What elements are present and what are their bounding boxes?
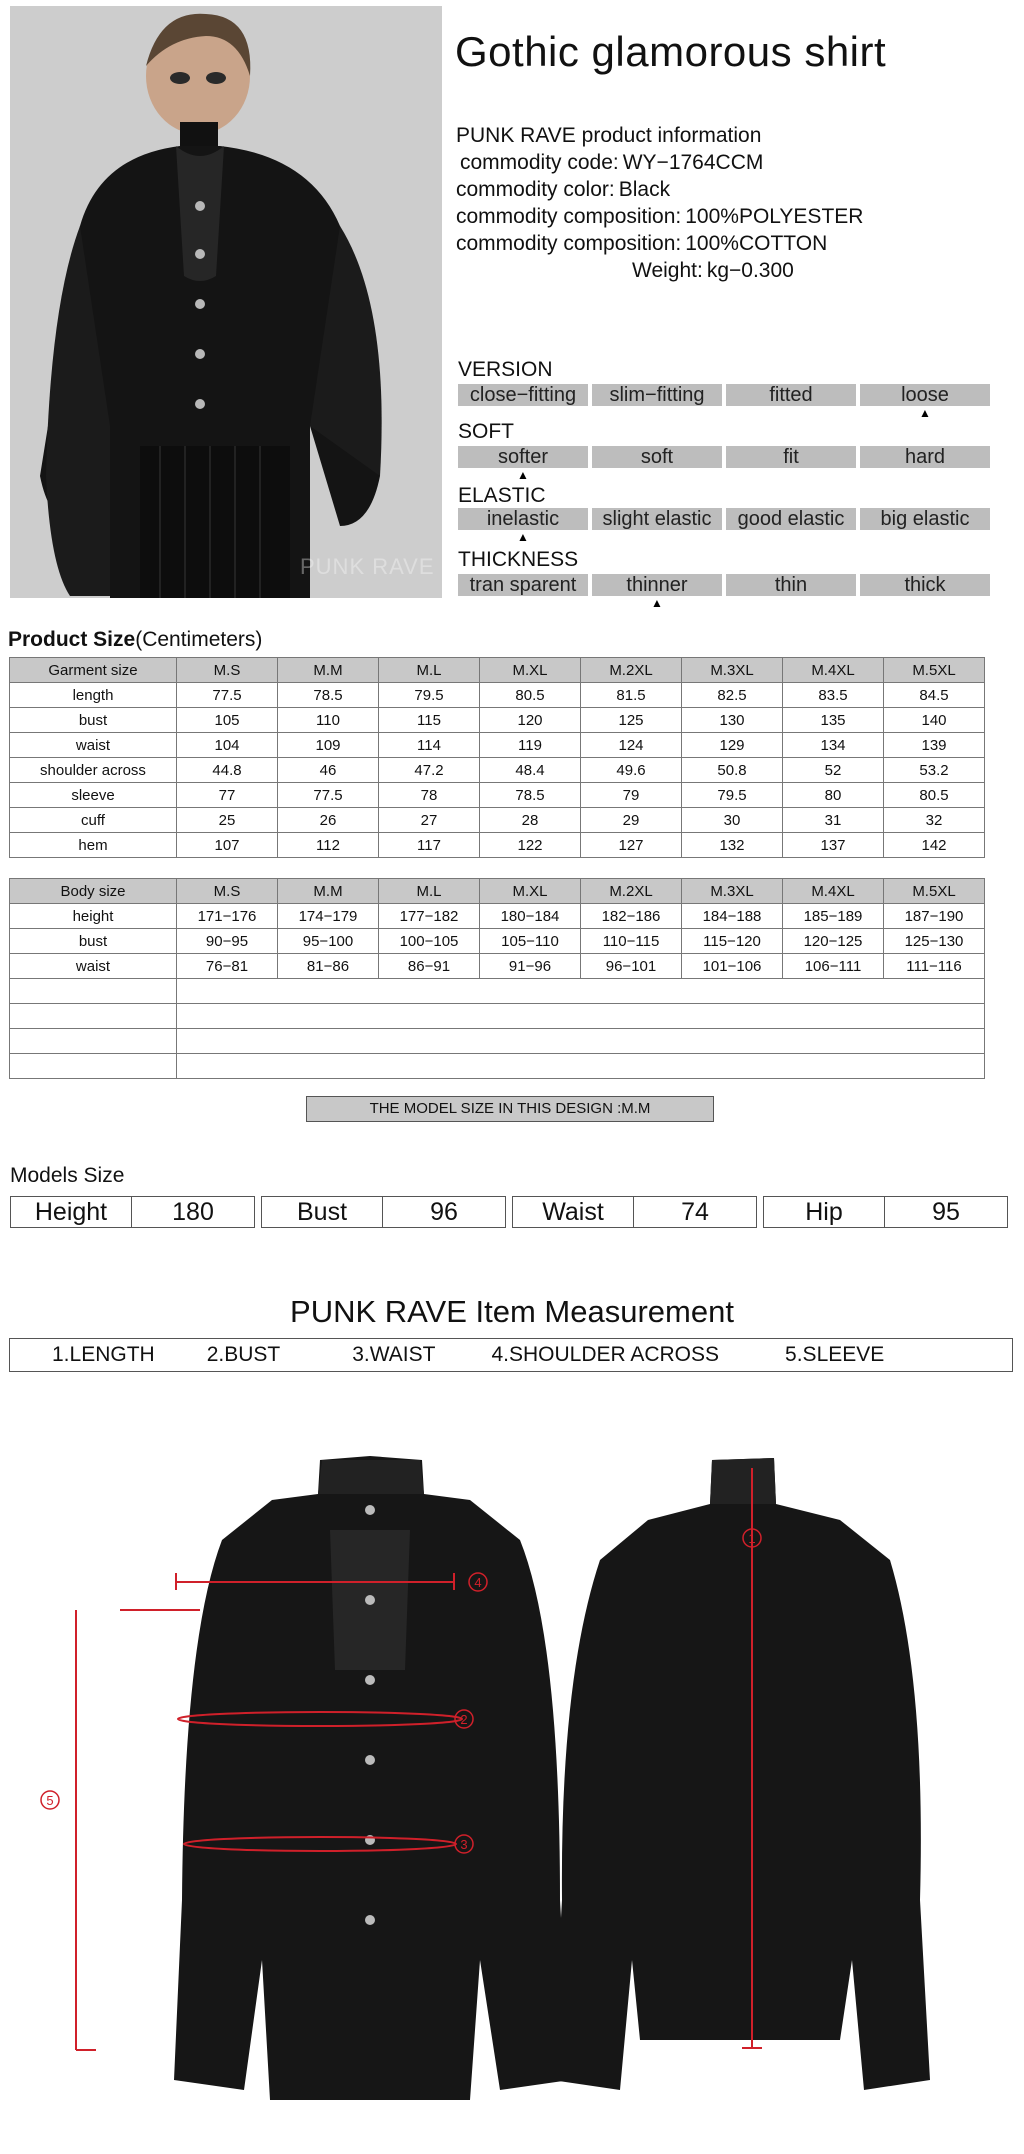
table-row <box>10 808 985 833</box>
empty-cell <box>10 1054 177 1079</box>
row-label: sleeve <box>10 783 177 808</box>
table-cell: 79.5 <box>379 683 480 708</box>
empty-cell <box>177 979 985 1004</box>
elastic-option-selected <box>458 508 588 544</box>
measure-waist: 3.WAIST <box>352 1343 436 1366</box>
table-cell: 104 <box>177 733 278 758</box>
marker-number: 5 <box>46 1793 54 1808</box>
table-cell: 132 <box>682 833 783 858</box>
table-row <box>10 783 985 808</box>
table-cell: 82.5 <box>682 683 783 708</box>
table-cell: 101−106 <box>682 954 783 979</box>
empty-cell <box>10 1004 177 1029</box>
table-cell: 182−186 <box>581 904 682 929</box>
table-cell: 80.5 <box>480 683 581 708</box>
table-cell: 29 <box>581 808 682 833</box>
table-cell: 77.5 <box>278 783 379 808</box>
model-stat-bust <box>261 1196 506 1228</box>
table-cell: 96−101 <box>581 954 682 979</box>
row-label: waist <box>10 733 177 758</box>
weight-label: Weight: <box>632 259 703 282</box>
table-cell: 32 <box>884 808 985 833</box>
table-cell: 78.5 <box>480 783 581 808</box>
model-stat-hip <box>763 1196 1008 1228</box>
soft-label: SOFT <box>458 420 514 443</box>
option-text: thick <box>904 574 946 596</box>
table-cell: 124 <box>581 733 682 758</box>
thickness-option <box>458 574 588 596</box>
soft-option <box>860 446 990 468</box>
table-cell: 79 <box>581 783 682 808</box>
table-cell: 114 <box>379 733 480 758</box>
table-cell: 90−95 <box>177 929 278 954</box>
composition-label: commodity composition: <box>456 205 682 228</box>
header-cell: M.L <box>379 879 480 904</box>
option-text: fit <box>783 446 799 468</box>
selected-marker-icon: ▲ <box>919 406 931 420</box>
version-option <box>726 384 856 406</box>
table-cell: 110 <box>278 708 379 733</box>
table-cell: 112 <box>278 833 379 858</box>
elastic-option <box>592 508 722 530</box>
selected-marker-icon: ▲ <box>517 530 529 544</box>
row-label: waist <box>10 954 177 979</box>
table-cell: 174−179 <box>278 904 379 929</box>
table-cell: 26 <box>278 808 379 833</box>
header-cell: M.L <box>379 658 480 683</box>
version-option <box>458 384 588 406</box>
table-cell: 120−125 <box>783 929 884 954</box>
color-row <box>456 176 863 203</box>
empty-cell <box>10 1029 177 1054</box>
table-cell: 77 <box>177 783 278 808</box>
table-cell: 52 <box>783 758 884 783</box>
front-shirt-illustration <box>174 1456 570 2100</box>
stat-value: 180 <box>172 1198 214 1226</box>
table-cell: 142 <box>884 833 985 858</box>
header-cell: M.4XL <box>783 658 884 683</box>
empty-row <box>10 979 985 1004</box>
table-cell: 134 <box>783 733 884 758</box>
table-cell: 122 <box>480 833 581 858</box>
row-label: bust <box>10 929 177 954</box>
model-photo-illustration <box>10 6 442 598</box>
table-cell: 177−182 <box>379 904 480 929</box>
marker-number: 2 <box>460 1712 468 1727</box>
thickness-option-selected <box>592 574 722 610</box>
table-cell: 110−115 <box>581 929 682 954</box>
version-option-selected <box>860 384 990 420</box>
table-cell: 130 <box>682 708 783 733</box>
table-cell: 47.2 <box>379 758 480 783</box>
option-text: thinner <box>626 574 688 596</box>
table-row <box>10 683 985 708</box>
shirt-diagram <box>0 1440 1024 2140</box>
product-size-title <box>8 628 262 652</box>
elastic-label: ELASTIC <box>458 484 546 507</box>
brand-line: PUNK RAVE product information <box>456 124 762 147</box>
table-row <box>10 708 985 733</box>
table-cell: 78.5 <box>278 683 379 708</box>
table-cell: 77.5 <box>177 683 278 708</box>
table-cell: 28 <box>480 808 581 833</box>
option-text: loose <box>901 384 949 406</box>
table-cell: 83.5 <box>783 683 884 708</box>
table-cell: 185−189 <box>783 904 884 929</box>
table-cell: 135 <box>783 708 884 733</box>
table-cell: 95−100 <box>278 929 379 954</box>
table-cell: 79.5 <box>682 783 783 808</box>
row-label: hem <box>10 833 177 858</box>
table-cell: 115−120 <box>682 929 783 954</box>
table-cell: 125 <box>581 708 682 733</box>
elastic-option <box>726 508 856 530</box>
table-cell: 25 <box>177 808 278 833</box>
section-title-text: Product Size <box>8 628 136 651</box>
option-text: thin <box>774 574 808 596</box>
measure-sleeve: 5.SLEEVE <box>785 1343 885 1366</box>
stat-value: 74 <box>681 1198 709 1226</box>
table-cell: 48.4 <box>480 758 581 783</box>
table-cell: 30 <box>682 808 783 833</box>
table-cell: 106−111 <box>783 954 884 979</box>
marker-number: 4 <box>474 1575 482 1590</box>
header-cell: Body size <box>10 879 177 904</box>
table-cell: 53.2 <box>884 758 985 783</box>
stat-value: 96 <box>430 1198 458 1226</box>
table-cell: 137 <box>783 833 884 858</box>
option-text: hard <box>904 446 946 468</box>
empty-row <box>10 1029 985 1054</box>
table-cell: 27 <box>379 808 480 833</box>
header-cell: M.S <box>177 658 278 683</box>
option-text: slight elastic <box>602 508 712 530</box>
table-cell: 119 <box>480 733 581 758</box>
selected-marker-icon: ▲ <box>651 596 663 610</box>
measurement-title: PUNK RAVE Item Measurement <box>290 1294 734 1329</box>
table-cell: 139 <box>884 733 985 758</box>
table-cell: 50.8 <box>682 758 783 783</box>
row-label: shoulder across <box>10 758 177 783</box>
table-cell: 100−105 <box>379 929 480 954</box>
marker-number: 3 <box>460 1837 468 1852</box>
measure-bust: 2.BUST <box>206 1343 281 1366</box>
option-text: softer <box>497 446 549 468</box>
version-option <box>592 384 722 406</box>
composition-row-1 <box>456 203 863 230</box>
header-cell: M.3XL <box>682 879 783 904</box>
table-cell: 127 <box>581 833 682 858</box>
header-cell: M.4XL <box>783 879 884 904</box>
header-cell: M.XL <box>480 879 581 904</box>
table-cell: 91−96 <box>480 954 581 979</box>
header-cell: M.2XL <box>581 879 682 904</box>
empty-row <box>10 1004 985 1029</box>
table-cell: 140 <box>884 708 985 733</box>
unit-text: (Centimeters) <box>135 628 263 651</box>
table-cell: 180−184 <box>480 904 581 929</box>
empty-cell <box>177 1004 985 1029</box>
table-cell: 109 <box>278 733 379 758</box>
marker-number: 1 <box>748 1531 756 1546</box>
header-cell: M.3XL <box>682 658 783 683</box>
table-cell: 86−91 <box>379 954 480 979</box>
measure-shoulder: 4.SHOULDER ACROSS <box>491 1343 720 1366</box>
option-text: close−fitting <box>469 384 577 406</box>
models-size-row <box>10 1196 1008 1228</box>
product-title: Gothic glamorous shirt <box>455 28 887 75</box>
body-size-table <box>9 878 985 1079</box>
soft-option <box>726 446 856 468</box>
empty-cell <box>10 979 177 1004</box>
stat-key: Bust <box>262 1197 383 1227</box>
version-label: VERSION <box>458 358 553 381</box>
table-row <box>10 733 985 758</box>
soft-option <box>592 446 722 468</box>
table-cell: 80.5 <box>884 783 985 808</box>
measure-length: 1.LENGTH <box>52 1343 155 1366</box>
thickness-option <box>726 574 856 596</box>
header-cell: M.M <box>278 879 379 904</box>
header-cell: M.2XL <box>581 658 682 683</box>
table-cell: 81−86 <box>278 954 379 979</box>
measurement-diagram <box>0 1440 1024 2140</box>
composition-value: 100%COTTON <box>685 232 828 255</box>
body_table-header-row <box>10 879 985 904</box>
table-row <box>10 904 985 929</box>
composition-value: 100%POLYESTER <box>685 205 864 228</box>
selected-marker-icon: ▲ <box>517 468 529 482</box>
header-cell: M.M <box>278 658 379 683</box>
thickness-label: THICKNESS <box>458 548 579 571</box>
elastic-scale <box>458 508 990 544</box>
header-cell: M.S <box>177 879 278 904</box>
stat-value: 95 <box>932 1198 960 1226</box>
back-shirt-illustration <box>552 1458 930 2090</box>
table-cell: 120 <box>480 708 581 733</box>
table-cell: 129 <box>682 733 783 758</box>
option-text: fitted <box>769 384 813 406</box>
table-cell: 44.8 <box>177 758 278 783</box>
elastic-option <box>860 508 990 530</box>
soft-scale <box>458 446 990 482</box>
composition-row-2 <box>456 230 863 257</box>
empty-row <box>10 1054 985 1079</box>
code-label: commodity code: <box>460 151 619 174</box>
code-value: WY−1764CCM <box>622 151 764 174</box>
measurement-legend <box>9 1338 1013 1372</box>
stat-key: Height <box>11 1197 132 1227</box>
row-label: cuff <box>10 808 177 833</box>
option-text: tran sparent <box>469 574 577 596</box>
row-label: height <box>10 904 177 929</box>
row-label: bust <box>10 708 177 733</box>
soft-option-selected <box>458 446 588 482</box>
table-cell: 78 <box>379 783 480 808</box>
table-row <box>10 954 985 979</box>
product-photo <box>10 6 442 598</box>
table-row <box>10 758 985 783</box>
weight-row <box>456 257 863 284</box>
table-cell: 105−110 <box>480 929 581 954</box>
table-row <box>10 929 985 954</box>
table-cell: 80 <box>783 783 884 808</box>
composition-label: commodity composition: <box>456 232 682 255</box>
table-cell: 115 <box>379 708 480 733</box>
option-text: inelastic <box>486 508 560 530</box>
photo-watermark: PUNK RAVE <box>300 554 435 579</box>
version-scale <box>458 384 990 420</box>
models-size-title: Models Size <box>10 1164 125 1187</box>
garment_table-header-row <box>10 658 985 683</box>
row-label: length <box>10 683 177 708</box>
thickness-option <box>860 574 990 596</box>
table-cell: 184−188 <box>682 904 783 929</box>
header-cell: Garment size <box>10 658 177 683</box>
table-cell: 107 <box>177 833 278 858</box>
table-cell: 171−176 <box>177 904 278 929</box>
table-row <box>10 833 985 858</box>
table-cell: 111−116 <box>884 954 985 979</box>
stat-key: Hip <box>764 1197 885 1227</box>
thickness-scale <box>458 574 990 610</box>
table-cell: 81.5 <box>581 683 682 708</box>
header-cell: M.XL <box>480 658 581 683</box>
empty-cell <box>177 1054 985 1079</box>
model-size-note: THE MODEL SIZE IN THIS DESIGN :M.M <box>306 1096 714 1122</box>
table-cell: 76−81 <box>177 954 278 979</box>
weight-value: kg−0.300 <box>706 259 794 282</box>
table-cell: 31 <box>783 808 884 833</box>
table-cell: 125−130 <box>884 929 985 954</box>
table-cell: 46 <box>278 758 379 783</box>
code-row <box>456 149 863 176</box>
empty-cell <box>177 1029 985 1054</box>
table-cell: 105 <box>177 708 278 733</box>
table-cell: 117 <box>379 833 480 858</box>
color-value: Black <box>618 178 671 201</box>
color-label: commodity color: <box>456 178 615 201</box>
table-cell: 187−190 <box>884 904 985 929</box>
option-text: slim−fitting <box>609 384 705 406</box>
option-text: big elastic <box>880 508 970 530</box>
garment-size-table <box>9 657 985 858</box>
header-cell: M.5XL <box>884 879 985 904</box>
table-cell: 84.5 <box>884 683 985 708</box>
option-text: good elastic <box>737 508 845 530</box>
option-text: soft <box>640 446 674 468</box>
product-info <box>456 122 863 284</box>
model-stat-waist <box>512 1196 757 1228</box>
stat-key: Waist <box>513 1197 634 1227</box>
table-cell: 49.6 <box>581 758 682 783</box>
header-cell: M.5XL <box>884 658 985 683</box>
model-stat-height <box>10 1196 255 1228</box>
